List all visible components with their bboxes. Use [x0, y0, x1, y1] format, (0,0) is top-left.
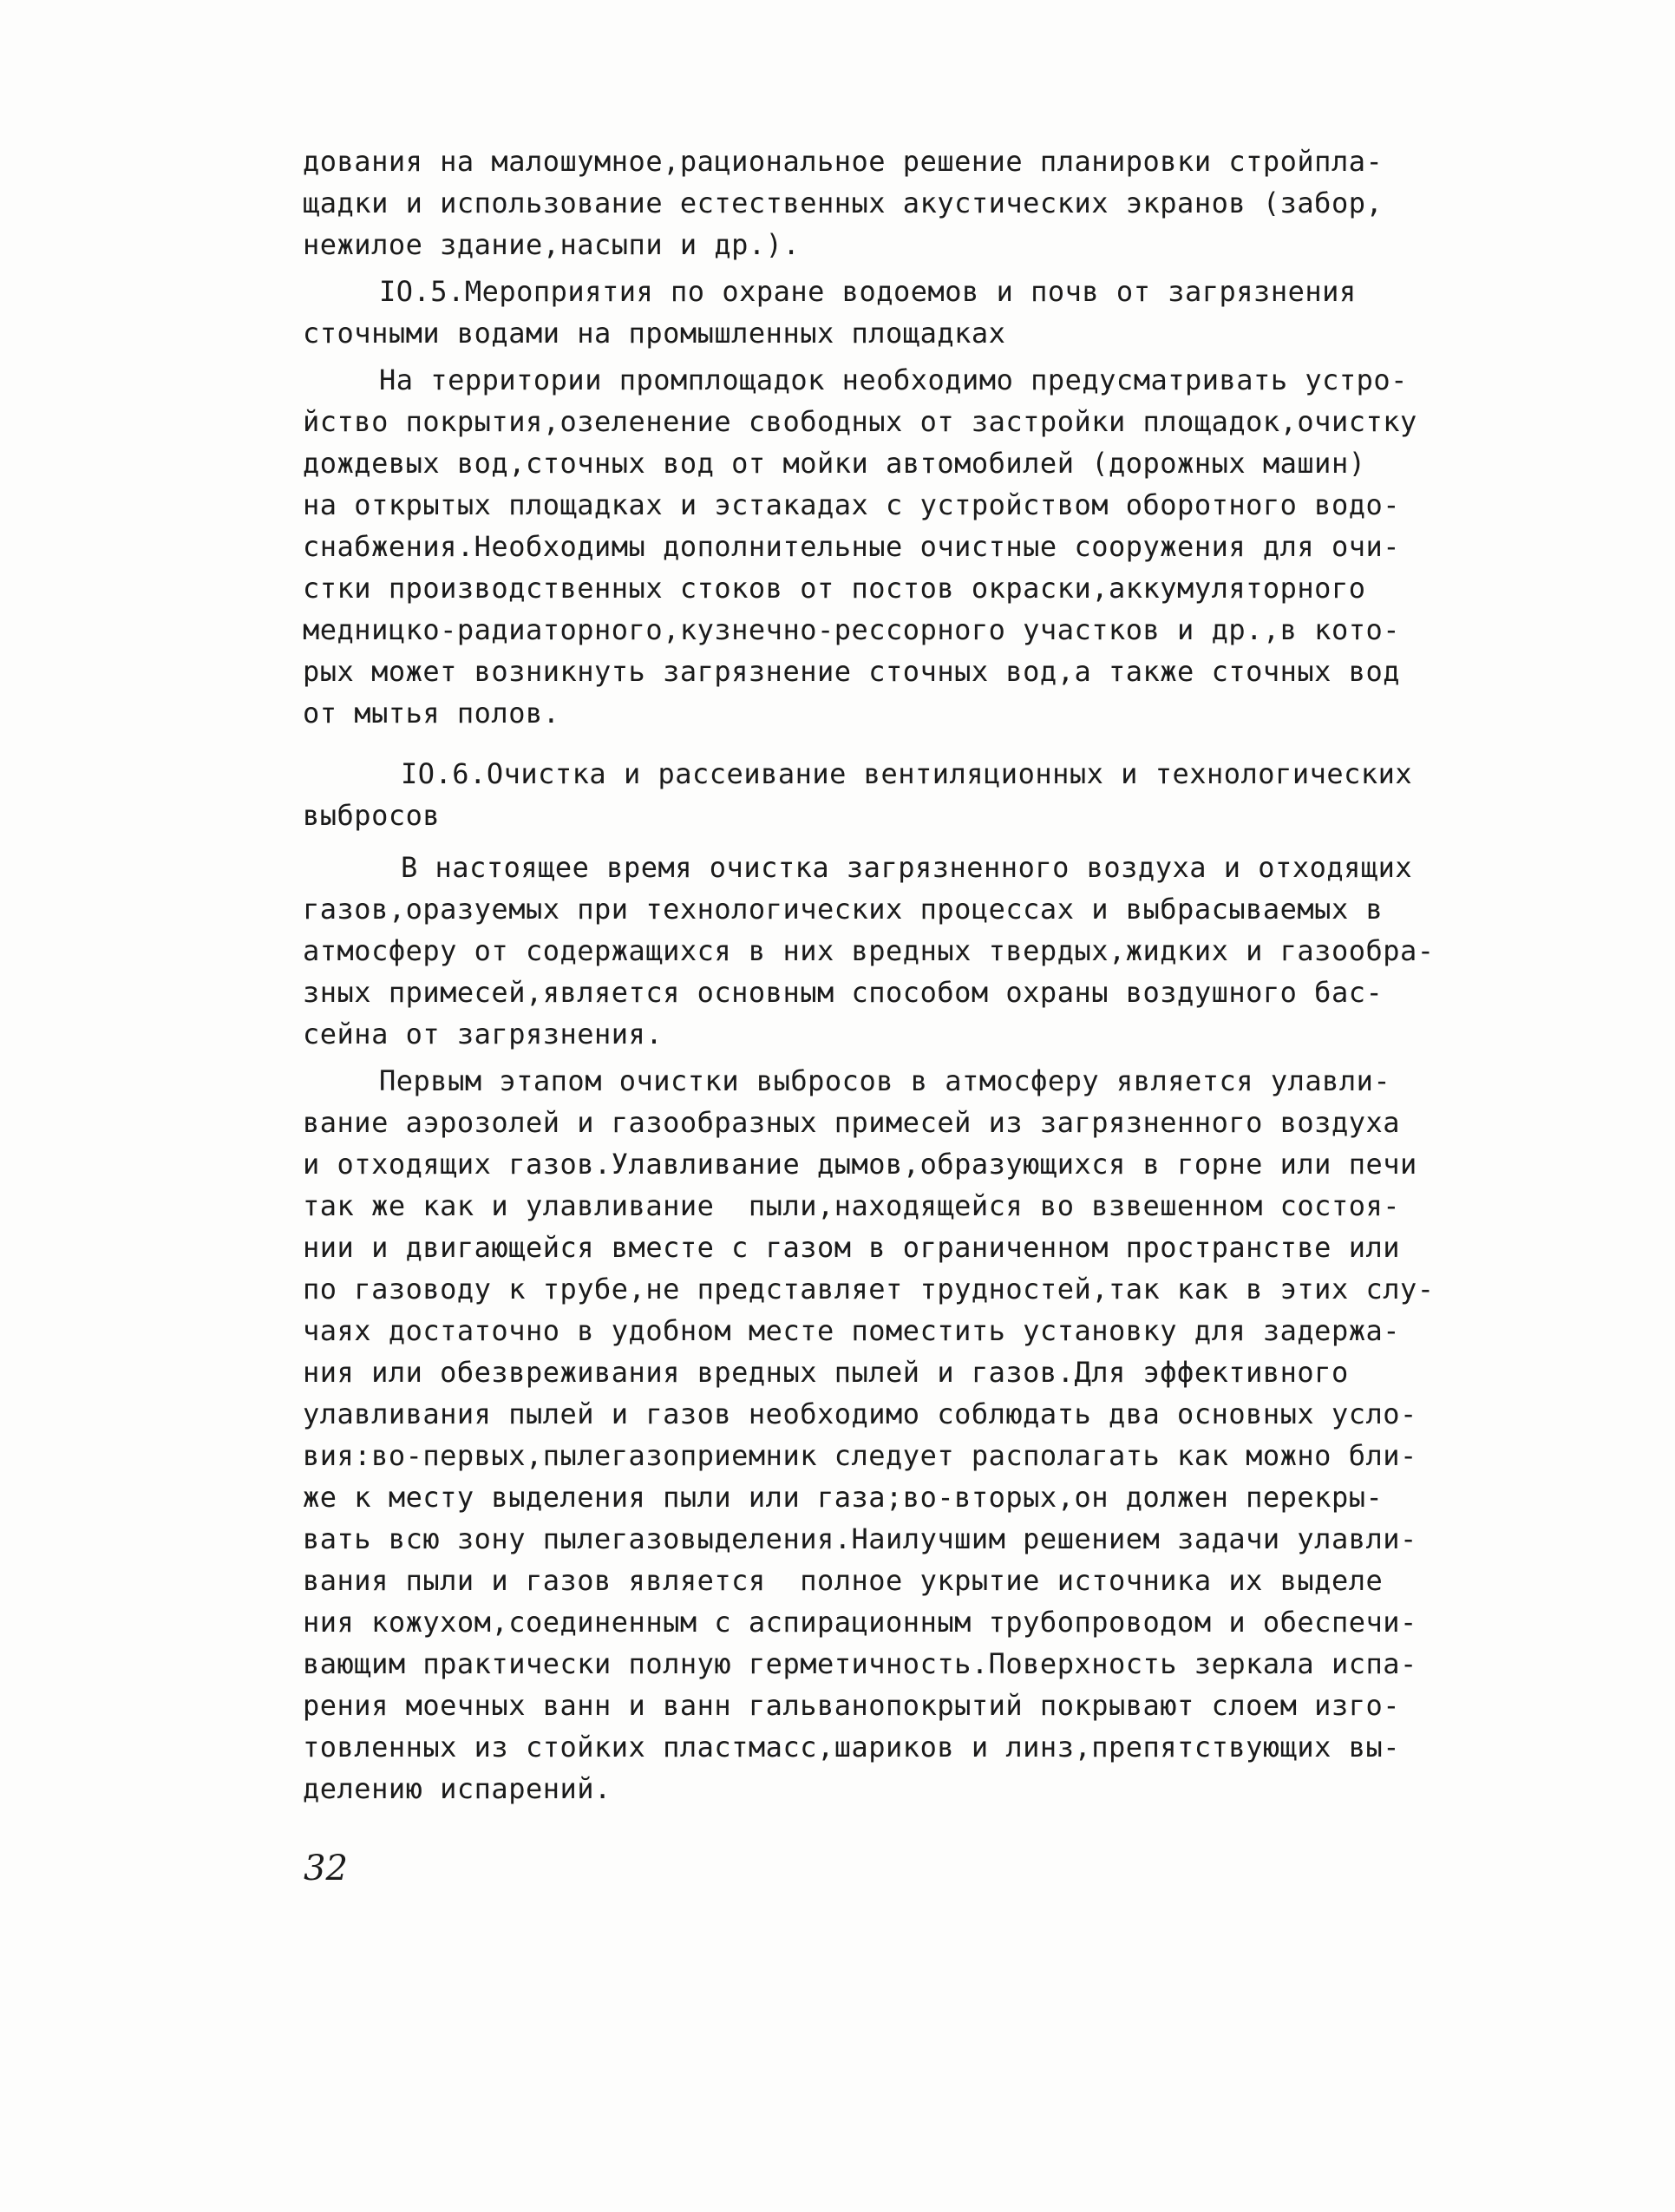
- text-line: снабжения.Необходимы дополнительные очистные сооружения для очи-: [303, 530, 1400, 563]
- text-line: сейна от загрязнения.: [303, 1018, 664, 1050]
- section-heading-10-6-cont: выбросов: [303, 799, 441, 832]
- text-line: от мытья полов.: [303, 697, 560, 730]
- text-line: нежилое здание,насыпи и др.).: [303, 228, 801, 261]
- section-heading-10-5-cont: сточными водами на промышленных площадках: [303, 317, 1006, 350]
- text-line: газов,оразуемых при технологических процессах и выбрасываемых в: [303, 893, 1384, 926]
- text-line: медницко-радиаторного,кузнечно-рессорного участков и др.,в кото-: [303, 613, 1400, 646]
- text-line: ния или обезвреживания вредных пылей и газов.Для эффективного: [303, 1356, 1349, 1389]
- text-line: стки производственных стоков от постов окраски,аккумуляторного: [303, 572, 1366, 605]
- text-line: и отходящих газов.Улавливание дымов,образующихся в горне или печи: [303, 1148, 1417, 1181]
- text-line: йство покрытия,озеленение свободных от застройки площадок,очистку: [303, 405, 1417, 438]
- text-line: В настоящее время очистка загрязненного воздуха и отходящих: [401, 851, 1413, 884]
- text-line: атмосферу от содержащихся в них вредных твердых,жидких и газообра-: [303, 934, 1435, 967]
- text-line: вающим практически полную герметичность.Поверхность зеркала испа-: [303, 1647, 1417, 1680]
- text-line: дования на малошумное,рациональное решение планировки стройпла-: [303, 145, 1384, 178]
- text-line: рых может возникнуть загрязнение сточных вод,а также сточных вод: [303, 655, 1400, 688]
- text-line: рения моечных ванн и ванн гальванопокрытий покрывают слоем изго-: [303, 1689, 1400, 1722]
- text-line: зных примесей,является основным способом охраны воздушного бас-: [303, 976, 1384, 1009]
- text-line: Первым этапом очистки выбросов в атмосферу является улавли-: [379, 1064, 1391, 1097]
- page-number: 32: [304, 1849, 348, 1888]
- text-line: вание аэрозолей и газообразных примесей из загрязненного воздуха: [303, 1106, 1400, 1139]
- text-line: чаях достаточно в удобном месте поместить установку для задержа-: [303, 1314, 1400, 1347]
- text-line: ния кожухом,соединенным с аспирационным трубопроводом и обеспечи-: [303, 1606, 1417, 1639]
- text-line: так же как и улавливание пыли,находящейся во взвешенном состоя-: [303, 1189, 1400, 1222]
- text-line: вать всю зону пылегазовыделения.Наилучшим решением задачи улавли-: [303, 1522, 1417, 1555]
- text-line: вания пыли и газов является полное укрытие источника их выделе: [303, 1564, 1384, 1597]
- text-line: На территории промплощадок необходимо предусматривать устро-: [379, 363, 1408, 396]
- text-line: делению испарений.: [303, 1772, 612, 1805]
- section-heading-10-5: IO.5.Мероприятия по охране водоемов и почв от загрязнения: [379, 275, 1357, 308]
- text-line: вия:во-первых,пылегазоприемник следует располагать как можно бли-: [303, 1439, 1417, 1472]
- text-line: по газоводу к трубе,не представляет трудностей,так как в этих слу-: [303, 1273, 1435, 1306]
- text-line: щадки и использование естественных акустических экранов (забор,: [303, 187, 1384, 219]
- text-line: дождевых вод,сточных вод от мойки автомобилей (дорожных машин): [303, 447, 1366, 480]
- text-line: улавливания пылей и газов необходимо соблюдать два основных усло-: [303, 1397, 1417, 1430]
- text-line: на открытых площадках и эстакадах с устройством оборотного водо-: [303, 488, 1400, 521]
- text-line: же к месту выделения пыли или газа;во-вторых,он должен перекры-: [303, 1481, 1384, 1514]
- text-line: нии и двигающейся вместе с газом в ограниченном пространстве или: [303, 1231, 1400, 1264]
- text-line: товленных из стойких пластмасс,шариков и линз,препятствующих вы-: [303, 1731, 1400, 1764]
- section-heading-10-6: IO.6.Очистка и рассеивание вентиляционных и технологических: [401, 757, 1413, 790]
